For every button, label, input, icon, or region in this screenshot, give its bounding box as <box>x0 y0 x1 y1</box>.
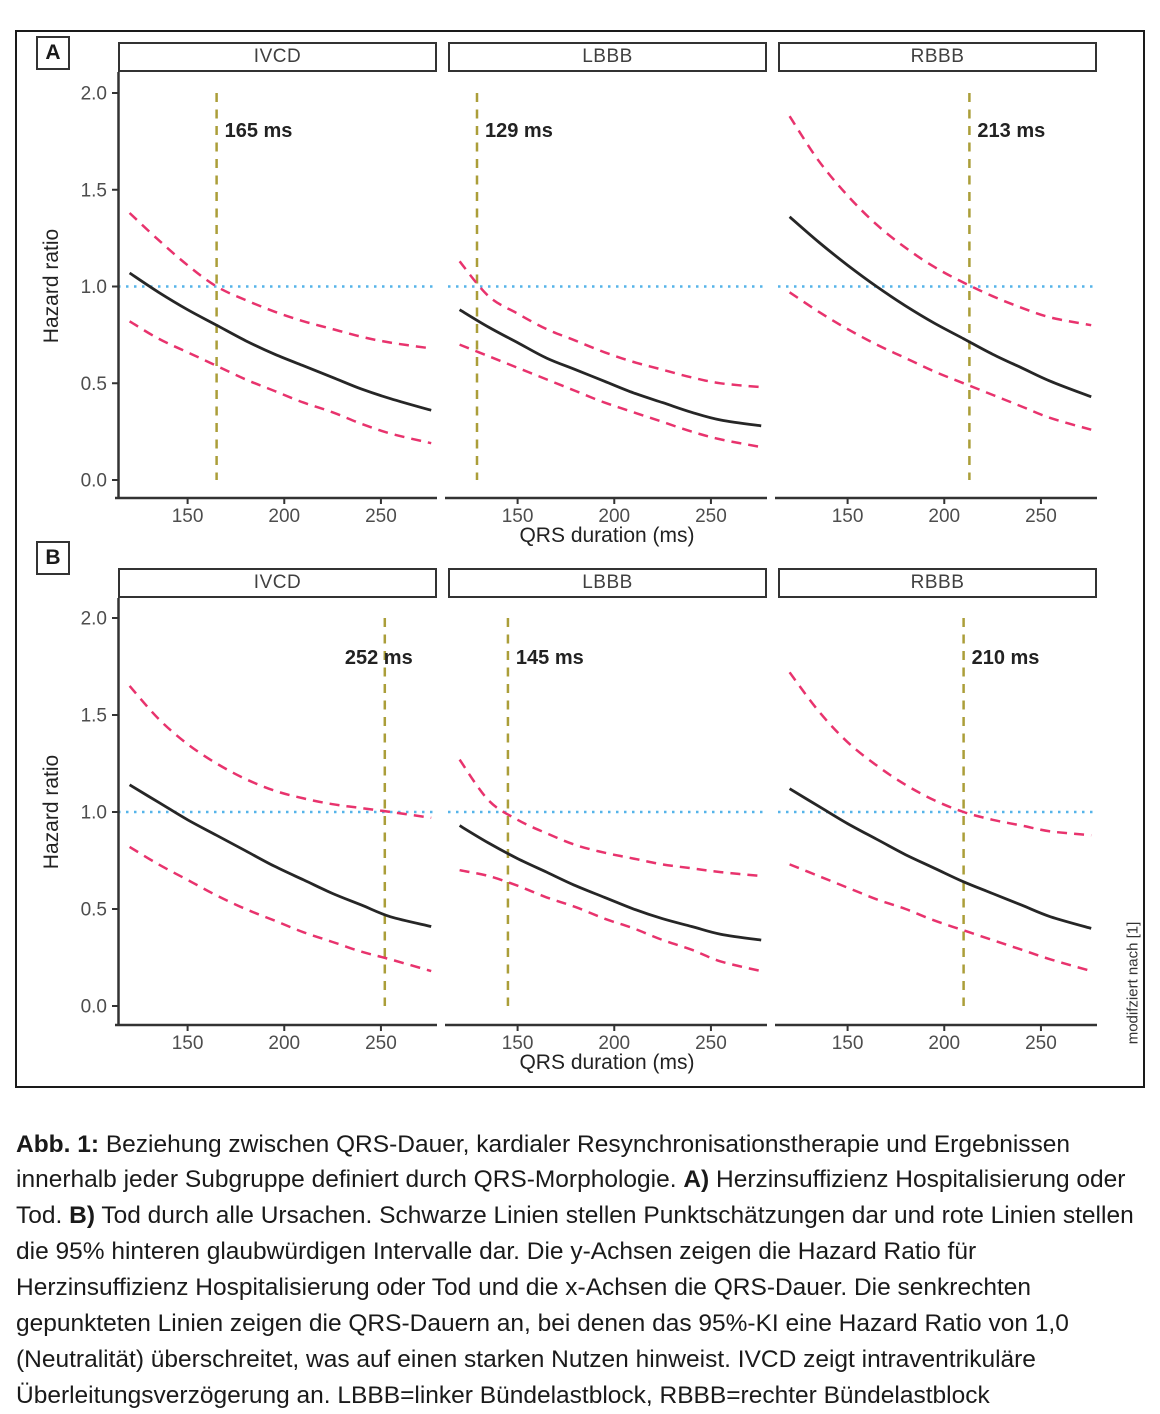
x-axis-label-b: QRS duration (ms) <box>519 1051 695 1074</box>
lower-credible-line <box>460 345 762 448</box>
x-tick-label: 200 <box>928 506 961 527</box>
estimate-line <box>460 826 762 940</box>
x-tick-label: 150 <box>171 506 204 527</box>
panel-a-label-box <box>36 36 70 70</box>
facet-header-b-ivcd <box>118 568 437 598</box>
facet-header-a-ivcd <box>118 42 437 72</box>
x-tick-label: 150 <box>831 506 864 527</box>
threshold-label: 210 ms <box>971 647 1040 669</box>
y-tick-label: 2.0 <box>80 608 107 630</box>
upper-credible-line <box>130 213 432 348</box>
y-tick-label: 1.5 <box>80 705 107 727</box>
upper-credible-line <box>460 261 762 387</box>
lower-credible-line <box>460 870 762 971</box>
y-tick-label: 0.0 <box>80 996 107 1018</box>
facet-title: LBBB <box>582 46 633 67</box>
x-tick-label: 250 <box>1025 1033 1057 1054</box>
y-tick-label: 1.0 <box>80 802 107 824</box>
source-note: modifziert nach [1] <box>1124 921 1142 1045</box>
lower-credible-line <box>790 864 1092 971</box>
x-tick-label: 200 <box>598 1033 631 1054</box>
lower-credible-line <box>130 321 432 443</box>
x-tick-label: 150 <box>171 1033 204 1054</box>
x-tick-label: 150 <box>831 1033 864 1054</box>
subplot-b-ivcd <box>81 598 437 1054</box>
subplot-a-ivcd <box>81 72 437 527</box>
x-tick-label: 150 <box>501 506 534 527</box>
facet-title: LBBB <box>582 572 633 593</box>
y-tick-label: 0.0 <box>80 470 107 492</box>
panel-a <box>81 72 1097 527</box>
x-tick-label: 200 <box>268 1033 301 1054</box>
estimate-line <box>460 310 762 426</box>
panel-b-label-box <box>36 541 70 575</box>
panel-b <box>81 598 1097 1054</box>
x-tick-label: 250 <box>365 1033 397 1054</box>
subplot-a-lbbb <box>445 93 767 527</box>
subplot-a-rbbb <box>775 93 1097 527</box>
estimate-line <box>790 217 1092 397</box>
caption-segment: A) <box>683 1166 710 1194</box>
threshold-label: 165 ms <box>224 120 293 142</box>
figure-frame <box>15 30 1145 1088</box>
x-axis-label-a: QRS duration (ms) <box>519 524 695 547</box>
caption-segment: Abb. 1: <box>16 1130 100 1158</box>
caption-segment: Herzinsuffizienz Hospitalisierung oder Tod. <box>16 1166 1126 1230</box>
estimate-line <box>790 789 1092 929</box>
facet-title: RBBB <box>910 572 965 593</box>
y-tick-label: 1.5 <box>80 180 107 202</box>
x-tick-label: 200 <box>598 506 631 527</box>
threshold-label: 213 ms <box>977 120 1046 142</box>
caption-segment: Beziehung zwischen QRS-Dauer, kardialer Resynchronisationstherapie und Ergebnissen innerhalb jeder Subgruppe definiert durch QRS-Morphologie. <box>16 1130 1071 1194</box>
y-tick-label: 1.0 <box>80 277 107 298</box>
y-tick-label: 2.0 <box>80 83 107 105</box>
panel-a-letter: A <box>45 41 61 64</box>
caption-segment: Tod durch alle Ursachen. Schwarze Linien stellen Punktschätzungen dar und rote Linien stellen die 95% hinteren glaubwürdigen Intervalle dar. Die y-Achsen zeigen die Hazard Ratio für Herzinsuffizienz Hospitalisierung oder Tod und die x-Achsen die QRS-Dauer. Die senkrechten gepunkteten Linien zeigen die QRS-Dauern an, bei denen das 95%-KI eine Hazard Ratio von 1,0 (Neutralität) überschreitet, was auf einen starken Nutzen hinweist. IVCD zeigt intraventrikuläre Überleitungsverzögerung an. LBBB=linker Bündelastblock, RBBB=rechter Bündelastblock <box>16 1202 1134 1409</box>
x-tick-label: 150 <box>501 1033 534 1054</box>
threshold-label: 145 ms <box>515 647 584 669</box>
threshold-label: 252 ms <box>344 647 413 669</box>
lower-credible-line <box>790 292 1092 429</box>
facet-title: RBBB <box>910 46 965 67</box>
facet-header-a-lbbb <box>448 42 767 72</box>
facet-header-b-lbbb <box>448 568 767 598</box>
figure-canvas <box>15 30 1145 1088</box>
y-axis-label-b: Hazard ratio <box>40 754 63 870</box>
facet-title: IVCD <box>253 46 302 67</box>
hazard-ratio-charts-svg <box>15 30 1145 1088</box>
x-tick-label: 250 <box>1025 506 1057 527</box>
facet-title: IVCD <box>253 572 302 593</box>
upper-credible-line <box>460 760 762 876</box>
panel-b-letter: B <box>45 546 61 569</box>
x-tick-label: 250 <box>695 506 727 527</box>
y-tick-label: 0.5 <box>80 373 107 395</box>
x-tick-label: 200 <box>928 1033 961 1054</box>
caption-segment: B) <box>69 1202 95 1230</box>
subplot-b-rbbb <box>775 618 1097 1054</box>
x-tick-label: 250 <box>695 1033 727 1054</box>
figure-caption <box>16 1127 1144 1414</box>
y-axis-label-a: Hazard ratio <box>40 228 63 344</box>
x-tick-label: 250 <box>365 506 397 527</box>
upper-credible-line <box>790 116 1092 325</box>
subplot-b-lbbb <box>445 618 767 1054</box>
threshold-label: 129 ms <box>485 120 553 142</box>
y-tick-label: 0.5 <box>80 899 107 921</box>
x-tick-label: 200 <box>268 506 301 527</box>
facet-header-b-rbbb <box>778 568 1097 598</box>
facet-header-a-rbbb <box>778 42 1097 72</box>
